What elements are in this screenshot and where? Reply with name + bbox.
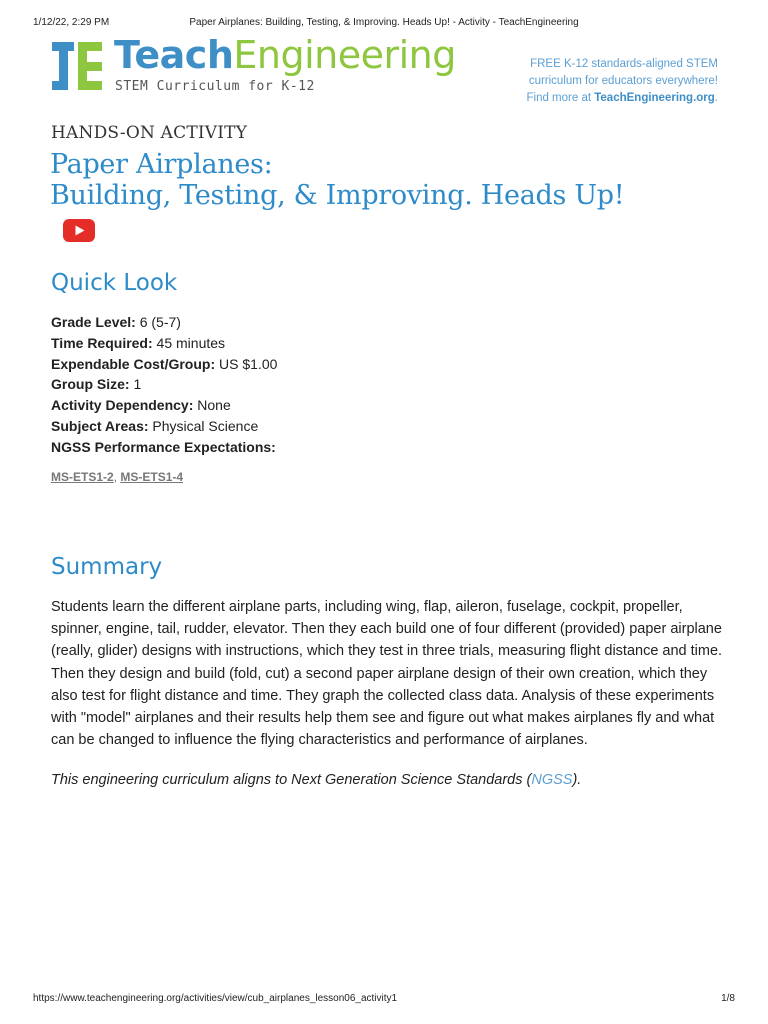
promo-site-link[interactable]: TeachEngineering.org bbox=[594, 92, 715, 104]
fact-label: Grade Level: bbox=[51, 314, 136, 330]
summary-body: Students learn the different airplane parts, including wing, flap, aileron, fuselage, cockpit, propeller, spinner, engine, tail, rudder, elevator. Then they each build one of four different (provided) paper airplane (really, glider) designs with instructions, which they test in three trials, measuring flight distance and time. Then they design and build (fold, cut) a second paper airplane design of their own creation, which they also test for flight distance and time. They graph the collected class data. Analysis of these experiments with "model" airplanes and their results help them see and figure out what makes airplanes fly and what can be changed to influence the flying characteristics and performance of airplanes. bbox=[51, 599, 723, 749]
activity-kicker: HANDS-ON ACTIVITY bbox=[51, 123, 248, 143]
promo-line-3-suffix: . bbox=[714, 92, 718, 104]
print-page-number: 1/8 bbox=[721, 993, 735, 1004]
ngss-link-ms-ets1-2[interactable]: MS-ETS1-2 bbox=[51, 470, 114, 484]
promo-line-1: FREE K-12 standards-aligned STEM bbox=[530, 58, 718, 70]
fact-value: None bbox=[197, 397, 231, 414]
quick-look-facts bbox=[51, 312, 277, 458]
fact-label: Expendable Cost/Group: bbox=[51, 355, 216, 372]
fact-ngss-expectations bbox=[51, 437, 277, 458]
promo-line-2: curriculum for educators everywhere! bbox=[528, 75, 718, 87]
page-title bbox=[50, 149, 624, 211]
ngss-links bbox=[51, 470, 183, 484]
print-url: https://www.teachengineering.org/activities/view/cub_airplanes_lesson06_activity1 bbox=[33, 993, 398, 1004]
quick-look-heading: Quick Look bbox=[51, 270, 178, 296]
teachengineering-logo[interactable] bbox=[52, 33, 456, 98]
fact-activity-dependency bbox=[51, 395, 277, 416]
promo-line-3-prefix: Find more at bbox=[526, 92, 595, 104]
logo-word-engineering: Engineering bbox=[233, 33, 456, 77]
fact-time-required bbox=[51, 333, 277, 354]
fact-group-size bbox=[51, 374, 277, 395]
fact-value: Physical Science bbox=[152, 417, 259, 434]
ngss-link[interactable]: NGSS bbox=[531, 772, 573, 788]
youtube-icon[interactable] bbox=[63, 219, 95, 242]
alignment-suffix: ). bbox=[572, 772, 582, 788]
ngss-link-separator: , bbox=[113, 470, 121, 484]
fact-label: Activity Dependency: bbox=[51, 397, 194, 414]
fact-expendable-cost bbox=[51, 354, 277, 375]
promo-text bbox=[488, 56, 718, 107]
page-title-line-2: Building, Testing, & Improving. Heads Up! bbox=[50, 180, 625, 211]
fact-value: 1 bbox=[133, 376, 142, 393]
print-footer bbox=[33, 993, 735, 1004]
print-header bbox=[33, 17, 735, 31]
fact-label: Subject Areas: bbox=[51, 417, 149, 434]
fact-grade-level bbox=[51, 312, 277, 333]
ngss-link-ms-ets1-4[interactable]: MS-ETS1-4 bbox=[120, 470, 184, 484]
logo-word-teach: Teach bbox=[114, 33, 234, 77]
alignment-prefix: This engineering curriculum aligns to Next Generation Science Standards ( bbox=[51, 772, 532, 788]
fact-value: US $1.00 bbox=[219, 355, 278, 372]
ngss-alignment-note bbox=[51, 772, 581, 788]
print-page-title: Paper Airplanes: Building, Testing, & Improving. Heads Up! - Activity - TeachEngineering bbox=[189, 17, 579, 28]
teachengineering-logo-mark-icon bbox=[52, 40, 104, 92]
fact-value: 45 minutes bbox=[156, 334, 226, 351]
promo-line-3 bbox=[488, 90, 718, 107]
fact-subject-areas bbox=[51, 416, 277, 437]
fact-value: 6 (5-7) bbox=[139, 314, 181, 330]
fact-label: Time Required: bbox=[51, 334, 153, 351]
logo-wordmark bbox=[114, 35, 456, 75]
logo-tagline: STEM Curriculum for K-12 bbox=[115, 79, 315, 94]
print-datetime: 1/12/22, 2:29 PM bbox=[33, 17, 110, 28]
page-title-line-1: Paper Airplanes: bbox=[50, 149, 273, 180]
fact-label: Group Size: bbox=[51, 376, 130, 393]
summary-heading: Summary bbox=[51, 554, 163, 580]
fact-label: NGSS Performance Expectations: bbox=[51, 438, 276, 455]
